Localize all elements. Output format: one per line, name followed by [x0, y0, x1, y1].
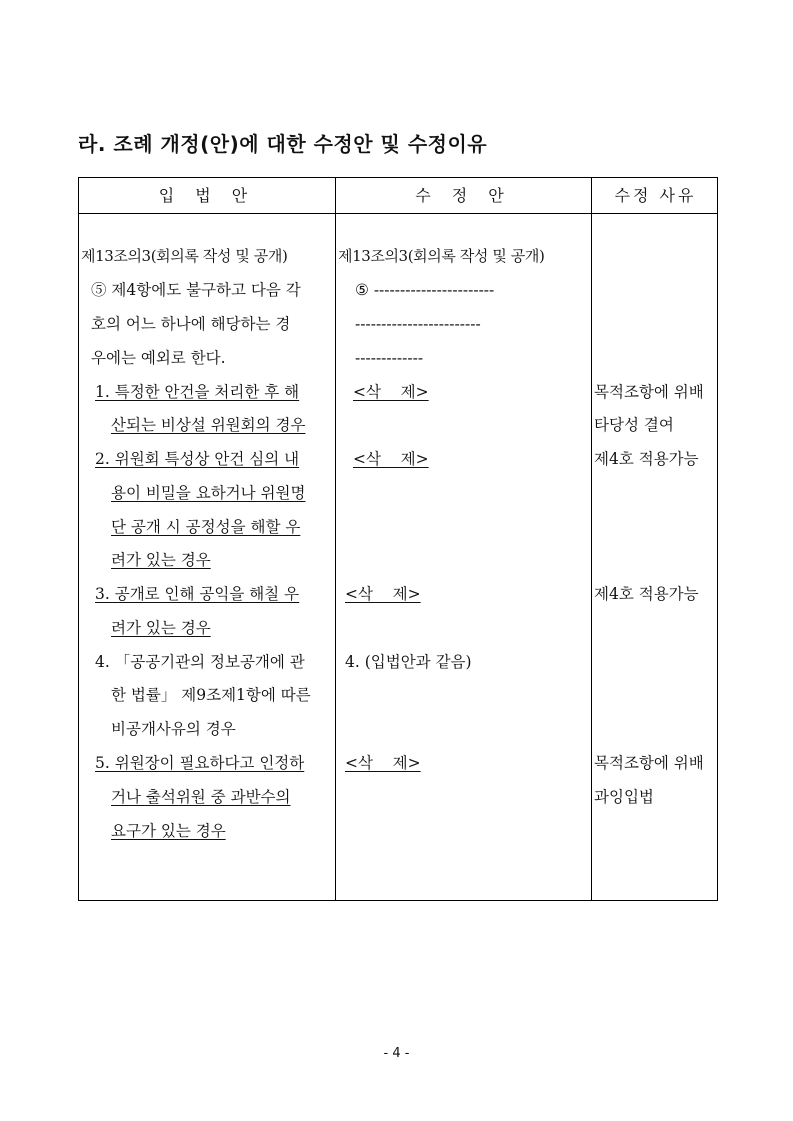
section-heading: 라. 조례 개정(안)에 대한 수정안 및 수정이유	[78, 132, 488, 156]
col1-item4-line: 한 법률」 제9조제1항에 따른	[111, 686, 311, 704]
col2-article-title: 제13조의3(회의록 작성 및 공개)	[338, 247, 545, 265]
column-divider	[591, 178, 592, 900]
col1-item5-line: 거나 출석위원 중 과반수의	[111, 788, 291, 806]
col2-deleted-item3: <삭 제>	[345, 585, 421, 603]
col3-reason-line: 제4호 적용가능	[594, 450, 699, 468]
col3-reason-line: 목적조항에 위배	[594, 754, 704, 772]
col1-item2-line: 용이 비밀을 요하거나 위원명	[111, 484, 306, 502]
header-amendment-reason: 수정 사유	[614, 186, 697, 205]
col3-reason-line: 과잉입법	[594, 788, 654, 806]
header-legislative-bill: 입 법 안	[158, 186, 256, 205]
col2-same-as-bill-line: -------------	[355, 349, 424, 367]
col3-reason-line: 목적조항에 위배	[594, 383, 704, 401]
col1-item4-line: 4. 「공공기관의 정보공개에 관	[95, 653, 305, 671]
column-divider	[335, 178, 336, 900]
col1-item5-line: 요구가 있는 경우	[111, 822, 226, 840]
amendment-table	[78, 177, 718, 901]
col3-reason-line: 제4호 적용가능	[594, 585, 699, 603]
col1-item2-line: 단 공개 시 공정성을 해할 우	[111, 518, 301, 536]
page-number: - 4 -	[383, 1046, 410, 1061]
col1-item3-line: 려가 있는 경우	[111, 619, 211, 637]
col2-same-as-bill-line: ------------------------	[355, 315, 481, 333]
col3-reason-line: 타당성 결여	[594, 416, 674, 434]
col1-item5-line: 5. 위원장이 필요하다고 인정하	[95, 754, 305, 772]
col2-item4-same: 4. (입법안과 같음)	[345, 653, 472, 671]
col2-deleted-item1: <삭 제>	[353, 383, 429, 401]
col1-paragraph-line: ⑤ 제4항에도 불구하고 다음 각	[91, 281, 301, 299]
col1-paragraph-line: 호의 어느 하나에 해당하는 경	[91, 315, 291, 333]
col2-deleted-item5: <삭 제>	[345, 754, 421, 772]
col1-article-title: 제13조의3(회의록 작성 및 공개)	[81, 247, 288, 265]
col1-paragraph-line: 우에는 예외로 한다.	[91, 349, 226, 367]
col2-deleted-item2: <삭 제>	[353, 450, 429, 468]
col1-item2-line: 려가 있는 경우	[111, 551, 211, 569]
col1-item1-line: 산되는 비상설 위원회의 경우	[111, 416, 306, 434]
col1-item4-line: 비공개사유의 경우	[111, 720, 236, 738]
header-divider	[79, 213, 717, 214]
col1-item1-line: 1. 특정한 안건을 처리한 후 해	[95, 383, 300, 401]
col1-item3-line: 3. 공개로 인해 공익을 해칠 우	[95, 585, 300, 603]
header-amendment: 수 정 안	[415, 186, 512, 205]
col1-item2-line: 2. 위원회 특성상 안건 심의 내	[95, 450, 300, 468]
col2-same-as-bill-line: ⑤ -----------------------	[355, 281, 495, 299]
